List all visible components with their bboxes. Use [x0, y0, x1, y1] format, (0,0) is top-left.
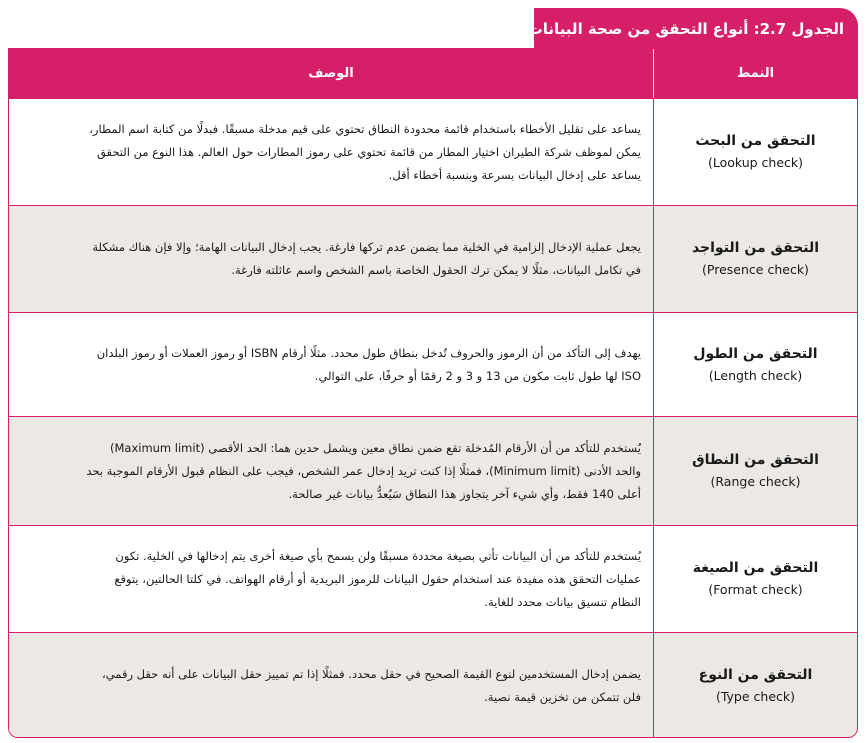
desc-line: يساعد على إدخال البيانات بسرعة وبنسبة أخطاء أقل.	[388, 167, 641, 182]
row-type	[654, 526, 857, 632]
table-row	[9, 416, 857, 525]
type-name-english: (Lookup check)	[707, 155, 804, 170]
row-type	[654, 206, 857, 312]
desc-line: يمكن لموظف شركة الطيران اختيار المطار من قائمة تحتوي على رموز المطارات حول العالم. هذا النوع من التحقق	[96, 144, 641, 159]
type-name-english: (Length check)	[708, 367, 803, 383]
desc-line: عمليات التحقق هذه مفيدة عند استخدام حقول البيانات للرموز البريدية أو أرقام الهواتف. في كلتا الحالتين، يتوقع	[114, 571, 641, 586]
type-name-arabic: التحقق من البحث	[695, 133, 816, 149]
type-name-arabic: التحقق من الصيغة	[692, 560, 819, 576]
table-row	[9, 205, 857, 312]
row-type	[654, 633, 857, 738]
header-type: النمط	[736, 66, 775, 81]
desc-line: ISO لها طول ثابت مكون من 13 و 3 و 2 رقمًا أو حرفًا، على التوالي.	[314, 368, 641, 383]
desc-line: والحد الأدنى (Minimum limit)، فمثلًا إذا كنت تريد إدخال عمر الشخص، فيجب على النظام قبول الأرقام الموجبة بحد	[86, 463, 641, 478]
desc-line: يُستخدم للتأكد من أن البيانات تأتي بصيغة محددة مسبقًا ولن يسمح بأي صيغة أخرى يتم إدخالها في الخلية. تكون	[115, 548, 641, 563]
type-name-arabic: التحقق من النطاق	[692, 452, 819, 468]
table-row	[9, 632, 857, 738]
row-type	[654, 417, 857, 525]
type-name-arabic: التحقق من الطول	[693, 345, 818, 362]
row-description	[23, 526, 641, 632]
type-name-english: (Format check)	[708, 582, 803, 597]
desc-line: في تكامل البيانات، مثلًا لا يمكن ترك الحقول الخاصة باسم الشخص واسم عائلته فارغة.	[231, 263, 641, 277]
header-description: الوصف	[308, 66, 354, 81]
row-description	[23, 99, 641, 205]
desc-line: يجعل عملية الإدخال إلزامية في الخلية مما يضمن عدم تركها فارغة. يجب إدخال البيانات الهامة؛ وإلا فإن هناك مشكلة	[92, 240, 641, 254]
table-caption	[527, 8, 858, 50]
row-description	[23, 313, 641, 416]
type-name-english: (Presence check)	[702, 262, 809, 277]
desc-line: يساعد على تقليل الأخطاء باستخدام قائمة محدودة النطاق تحتوي على قيم مدخلة مسبقًا. فبدلًا من كتابة اسم المطار،	[89, 121, 641, 136]
validation-types-table	[8, 48, 858, 738]
desc-line: يضمن إدخال المستخدمين لنوع القيمة الصحيح في حقل محدد. فمثلًا إذا تم تمييز حقل البيانات على أنه حقل رقمي،	[102, 666, 641, 681]
desc-line: أعلى 140 فقط، وأي شيء آخر يتجاوز هذا النطاق سَيُعدُّ بيانات غير صالحة.	[288, 486, 641, 501]
table-row	[9, 98, 857, 205]
table-header-row	[9, 49, 857, 98]
desc-line: يُستخدم للتأكد من أن الأرقام المُدخلة تقع ضمن نطاق معين ويشمل حدين هما: الحد الأقصى (Maximum limit)	[109, 440, 641, 455]
row-description	[23, 633, 641, 738]
row-type	[654, 313, 857, 416]
row-description	[23, 206, 641, 312]
desc-line: يهدف إلى التأكد من أن الرموز والحروف تُدخل بنطاق طول محدد. مثلًا أرقام ISBN أو رموز العملات أو رموز البلدان	[96, 345, 641, 360]
table-caption-text: الجدول 2.7: أنواع التحقق من صحة البيانات	[527, 20, 844, 38]
type-name-english: (Range check)	[710, 474, 801, 489]
table-row	[9, 312, 857, 416]
desc-line: فلن تتمكن من تخزين قيمة نصية.	[484, 689, 641, 704]
desc-line: النظام تنسيق بيانات محدد للغاية.	[484, 594, 641, 609]
type-name-arabic: التحقق من النوع	[698, 666, 813, 683]
type-name-english: (Type check)	[715, 688, 796, 704]
table-row	[9, 525, 857, 632]
row-type	[654, 99, 857, 205]
row-description	[23, 417, 641, 525]
type-name-arabic: التحقق من التواجد	[691, 240, 820, 256]
